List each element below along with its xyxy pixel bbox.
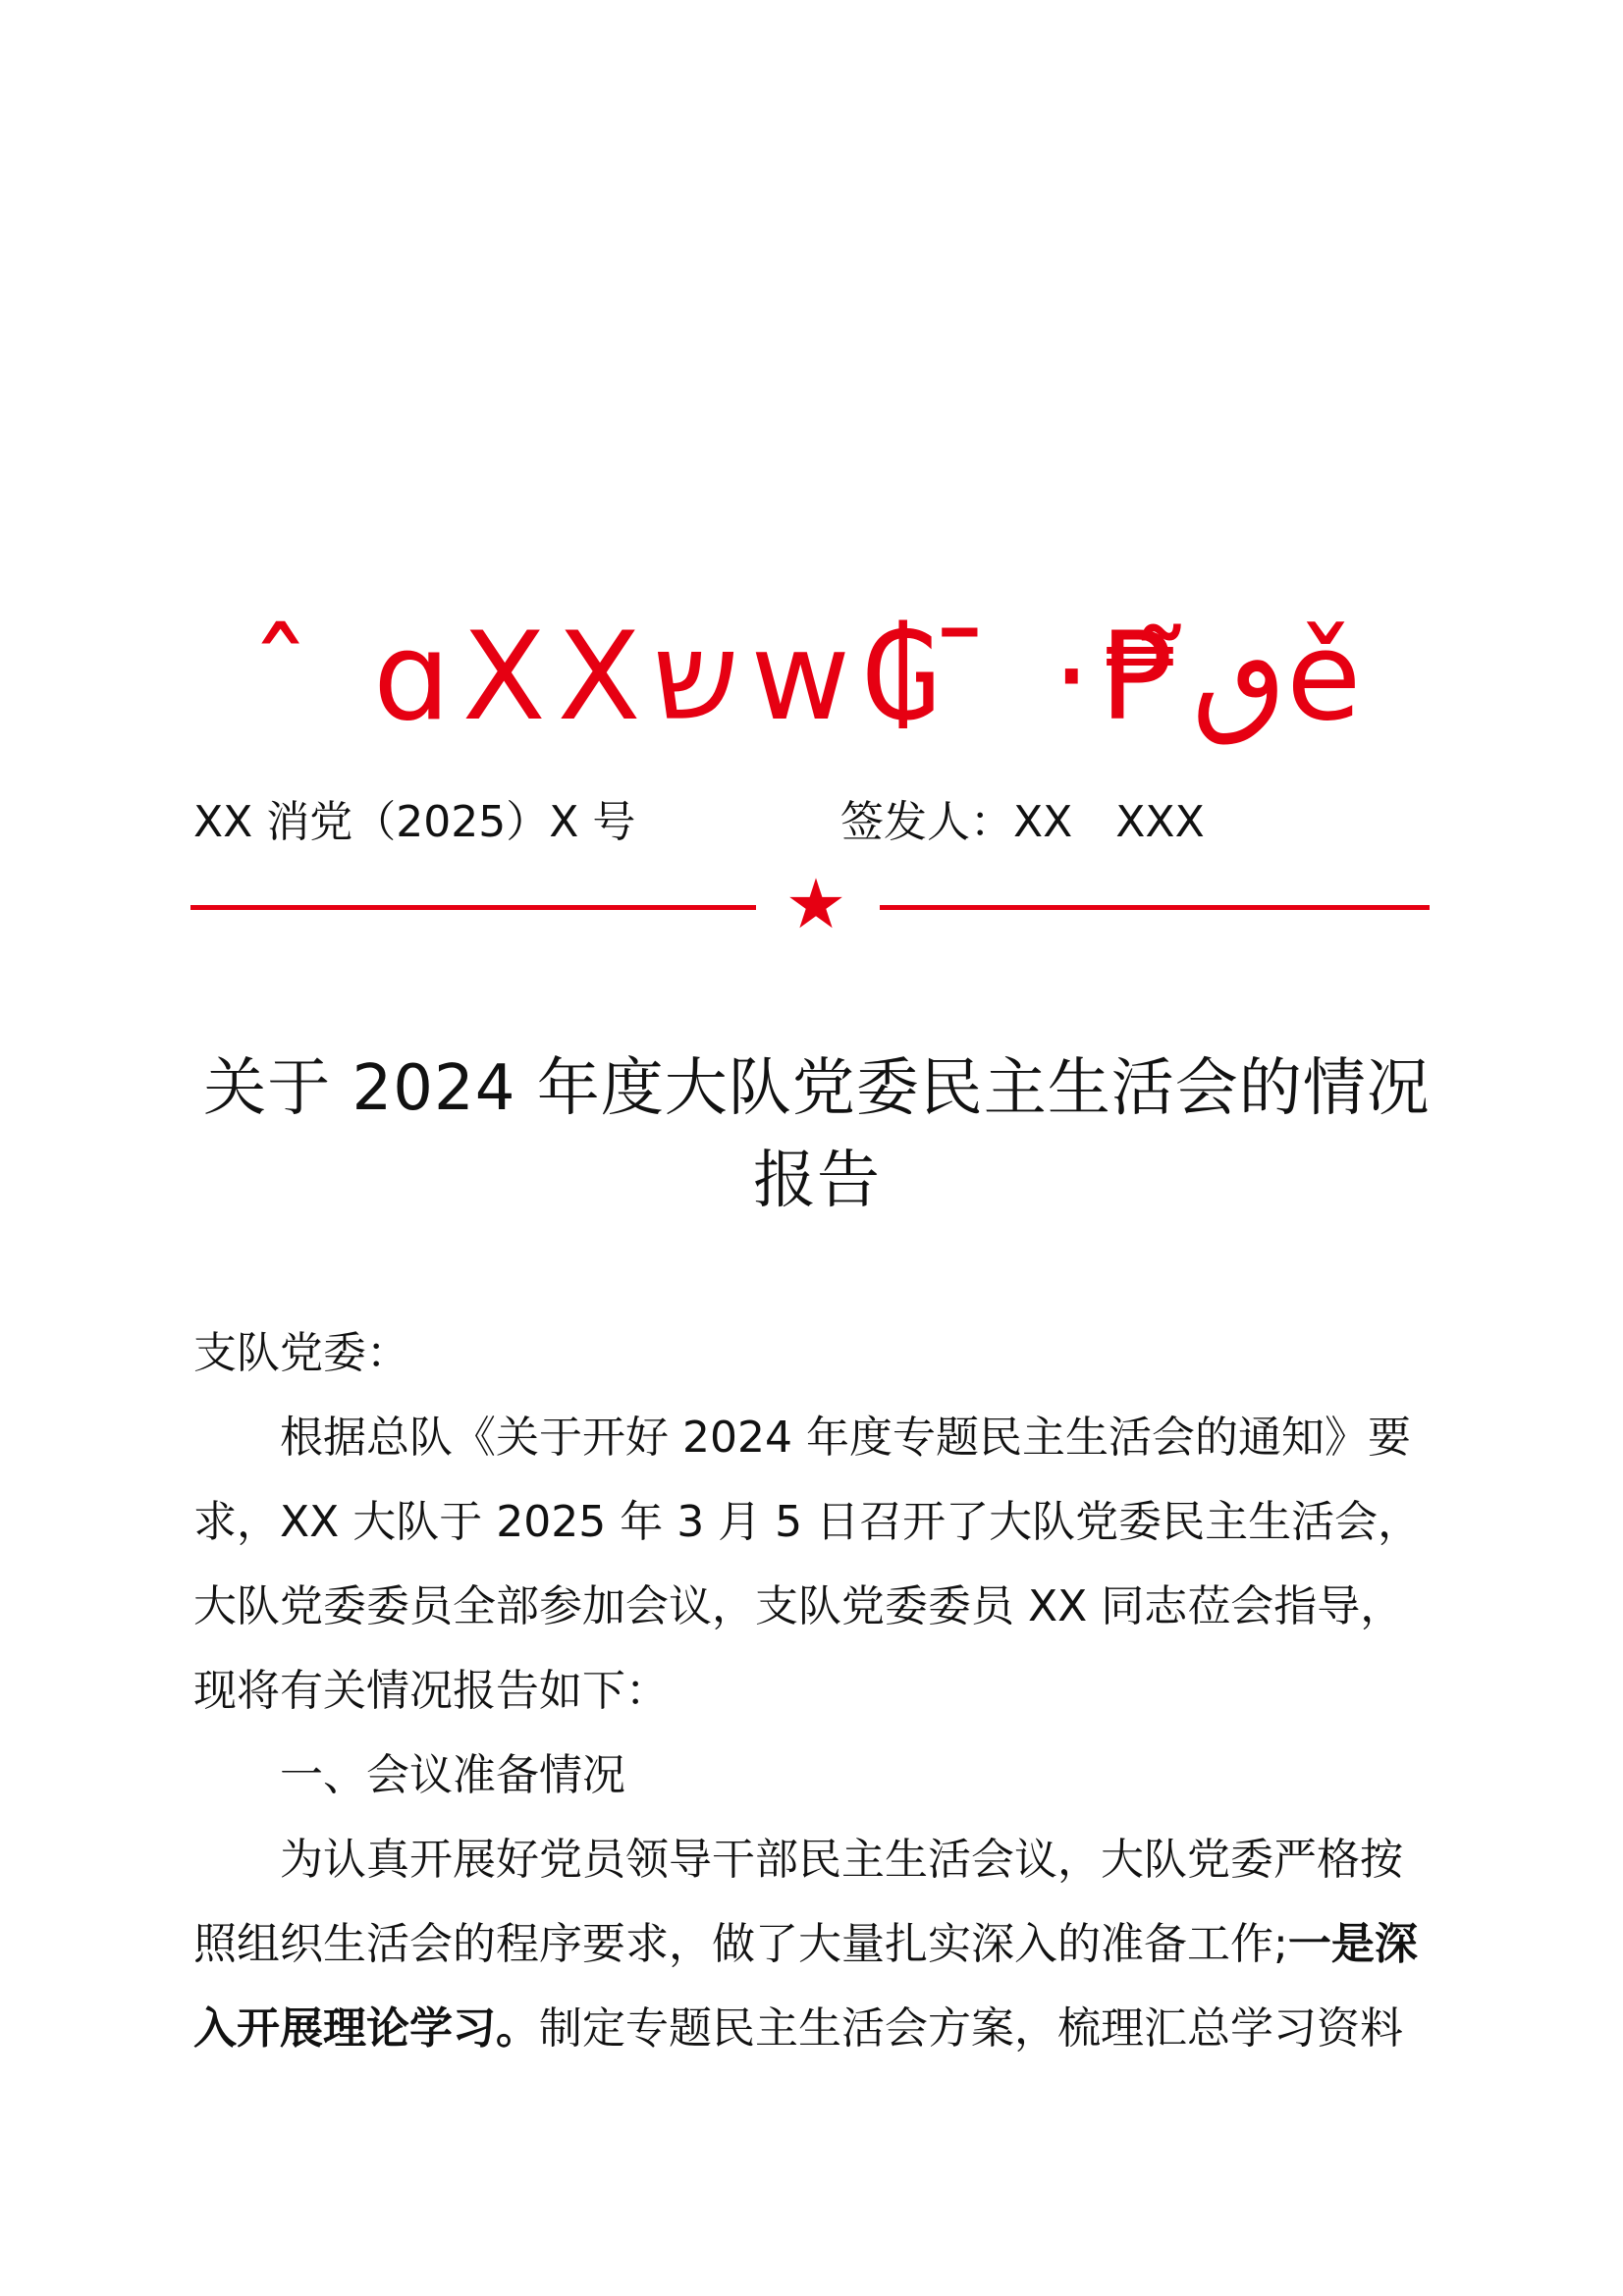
continuation-text: 制定专题民主生活会方案，梳理汇总学习资料 — [539, 2003, 1403, 2054]
red-letterhead-title: ˆ ɑXXשw₲ ̄ ·₱ٯ̃ě — [249, 607, 1374, 748]
issuer-label: 签发人：XX XXX — [840, 797, 1205, 847]
emphasis-text: 一是深入开展理论学习。 — [193, 1919, 1418, 2054]
salutation: 支队党委： — [193, 1328, 409, 1378]
red-divider-right — [880, 905, 1430, 910]
section-heading: 一、会议准备情况 — [280, 1750, 625, 1800]
preparation-paragraph — [193, 1818, 1440, 2071]
document-number: XX 消党（2025）X 号 — [193, 797, 636, 847]
document-body — [193, 1311, 1440, 2071]
document-title: 关于 2024 年度大队党委民主生活会的情况报告 — [203, 1052, 1431, 1217]
red-divider-left — [190, 905, 756, 910]
star-icon: ★ — [784, 864, 847, 944]
preparation-text: 为认真开展好党员领导干部民主生活会议，大队党委严格按照组织生活会的程序要求，做了大量扎实深入的准备工作; — [193, 1835, 1403, 1969]
intro-paragraph: 根据总队《关于开好 2024 年度专题民主生活会的通知》要求，XX 大队于 2025 年 3 月 5 日召开了大队党委民主生活会，大队党委委员全部参加会议，支队党委委员 XX 同志莅会指导，现将有关情况报告如下： — [193, 1413, 1422, 1716]
